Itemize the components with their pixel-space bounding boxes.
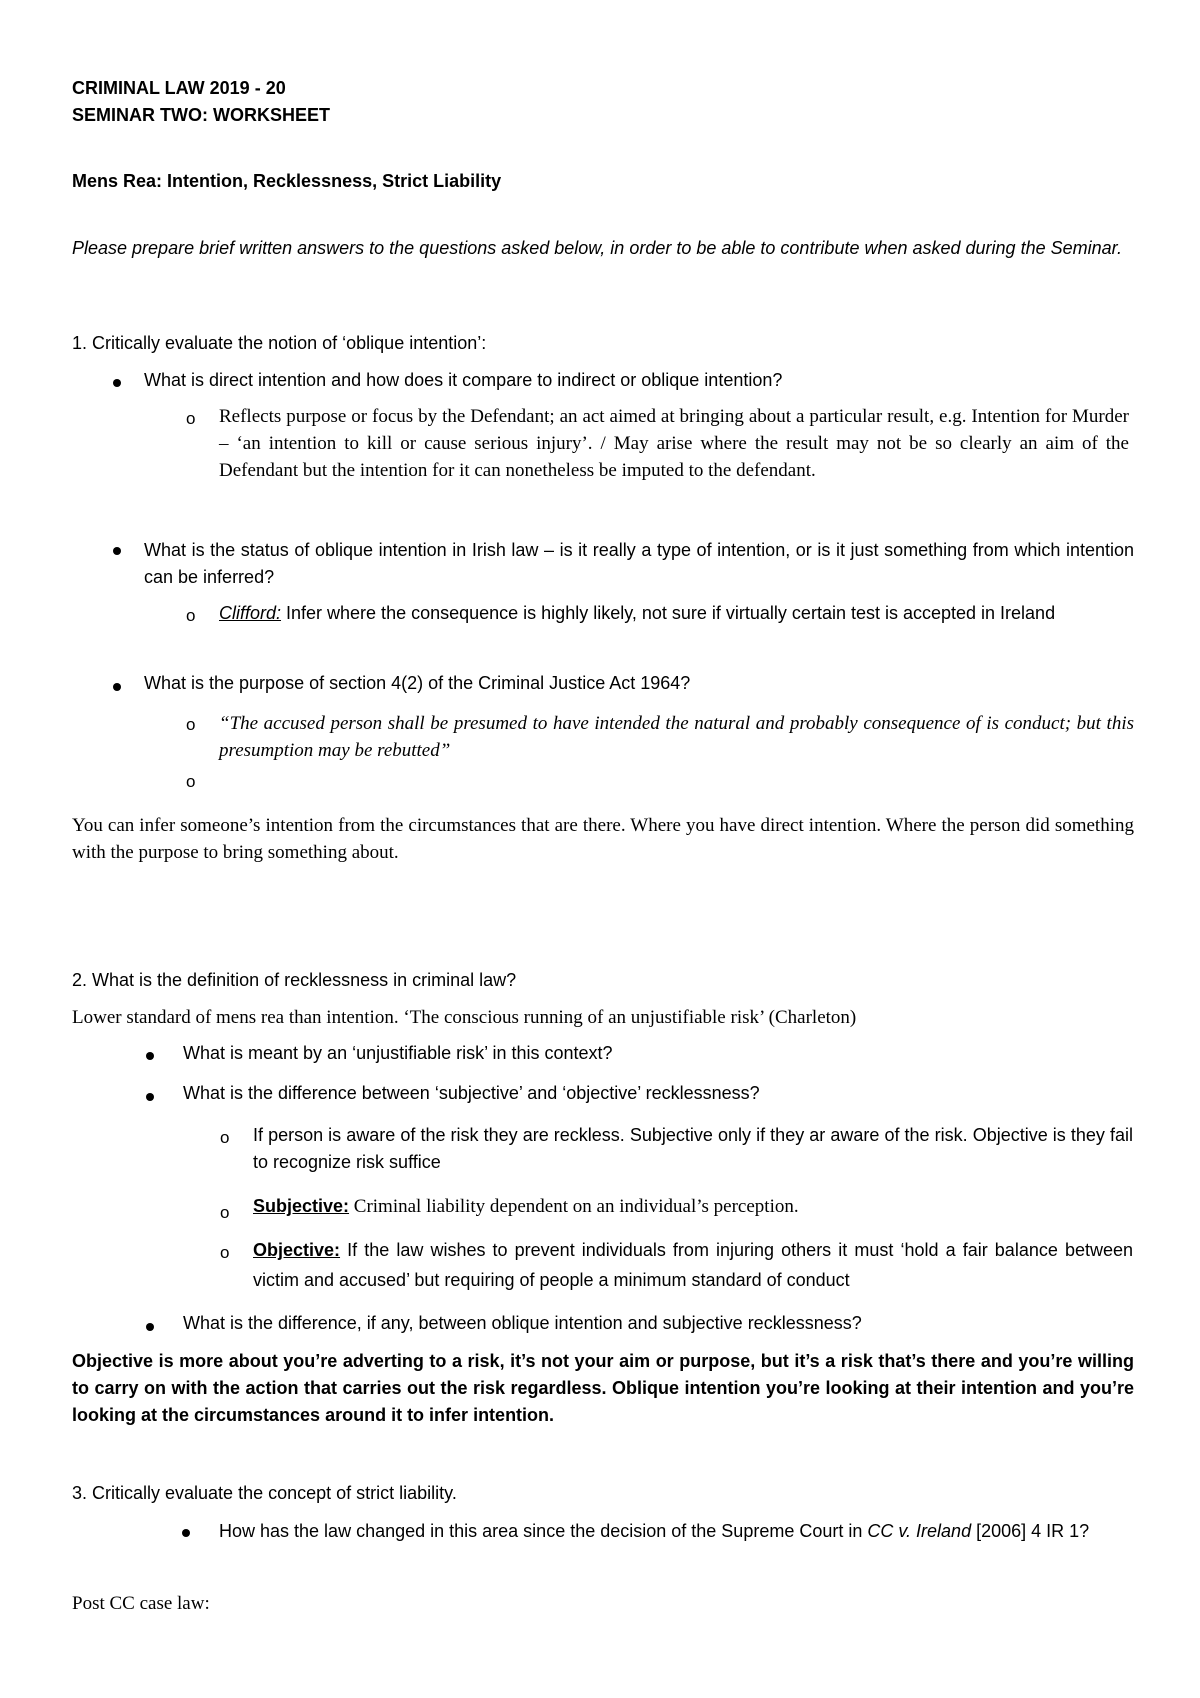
bullet-icon (113, 547, 121, 555)
case-name-clifford: Clifford: (219, 603, 282, 623)
q2-bullet-3: What is the difference, if any, between oblique intention and subjective recklessness? (183, 1313, 862, 1333)
question-3-title: 3. Critically evaluate the concept of strict liability. (72, 1483, 457, 1503)
subjective-label: Subjective: (253, 1196, 350, 1216)
bullet-icon (146, 1323, 154, 1331)
q1-bullet-3: What is the purpose of section 4(2) of the Criminal Justice Act 1964? (144, 673, 691, 693)
q2-bullet-1: What is meant by an ‘unjustifiable risk’ in this context? (183, 1043, 613, 1063)
q3-bullet-1: How has the law changed in this area since the decision of the Supreme Court in CC v. Ireland [2006] 4 IR 1? (219, 1521, 1090, 1541)
q2-bullet-2-answer-2: Subjective: Criminal liability dependent on an individual’s perception. (253, 1196, 799, 1217)
instructions-paragraph: Please prepare brief written answers to the questions asked below, in order to be able to contribute when asked during the Seminar. (72, 238, 1122, 258)
question-1-title: 1. Critically evaluate the notion of ‘oblique intention’: (72, 333, 487, 353)
worksheet-title: SEMINAR TWO: WORKSHEET (72, 105, 330, 125)
q1-bullet-1-answer: Reflects purpose or focus by the Defendant; an act aimed at bringing about a particular result, e.g. Intention for Murder – ‘an intention to kill or cause serious injury’. / May arise where the result may not be so clearly an aim of the Defendant but the intention for it can nonetheless be imputed to the defendant. (219, 406, 1129, 481)
circle-bullet-icon: o (186, 606, 196, 625)
q2-answer-2: Objective is more about you’re adverting to a risk, it’s not your aim or purpose, but it’s a risk that’s there and you’re willing to carry on with the action that carries out the risk regardless. Oblique intention you’re looking at their intention and you’re looking at the circumstances around it to infer intention. (72, 1351, 1134, 1425)
circle-bullet-icon: o (186, 715, 196, 734)
q1-answer: You can infer someone’s intention from the circumstances that are there. Where you have direct intention. Where the person did something with the purpose to bring something about. (72, 815, 1134, 863)
topic-heading: Mens Rea: Intention, Recklessness, Strict Liability (72, 171, 502, 191)
circle-bullet-icon: o (220, 1128, 230, 1147)
bullet-icon (146, 1093, 154, 1101)
bullet-icon (113, 683, 121, 691)
question-2-title: 2. What is the definition of recklessness in criminal law? (72, 970, 517, 990)
circle-bullet-icon: o (220, 1203, 230, 1222)
circle-bullet-icon: o (186, 772, 196, 791)
q2-answer: Lower standard of mens rea than intention. ‘The conscious running of an unjustifiable risk’ (Charleton) (72, 1007, 857, 1028)
q1-bullet-3-quote: “The accused person shall be presumed to have intended the natural and probably consequence of is conduct; but this presumption may be rebutted” (219, 713, 1134, 761)
q1-bullet-2-answer: Clifford: Infer where the consequence is highly likely, not sure if virtually certain test is accepted in Ireland (219, 603, 1056, 623)
q2-bullet-2-answer-1: If person is aware of the risk they are reckless. Subjective only if they ar aware of the risk. Objective is they fail to recognize risk suffice (253, 1125, 1133, 1172)
q1-bullet-2: What is the status of oblique intention in Irish law – is it really a type of intention, or is it just something from which intention can be inferred? (144, 540, 1134, 587)
circle-bullet-icon: o (220, 1243, 230, 1262)
bullet-icon (182, 1529, 190, 1537)
bullet-icon (146, 1052, 154, 1060)
course-title: CRIMINAL LAW 2019 - 20 (72, 78, 286, 98)
case-name-cc-v-ireland: CC v. Ireland (867, 1521, 972, 1541)
q3-answer: Post CC case law: (72, 1593, 210, 1614)
bullet-icon (113, 379, 121, 387)
circle-bullet-icon: o (186, 409, 196, 428)
q2-bullet-2-answer-3: Objective: If the law wishes to prevent individuals from injuring others it must ‘hold a fair balance between victim and accused’ but requiring of people a minimum standard of conduct (253, 1240, 1133, 1290)
q1-bullet-1: What is direct intention and how does it compare to indirect or oblique intention? (144, 370, 783, 390)
objective-label: Objective: (253, 1240, 341, 1260)
q2-bullet-2: What is the difference between ‘subjective’ and ‘objective’ recklessness? (183, 1083, 760, 1103)
